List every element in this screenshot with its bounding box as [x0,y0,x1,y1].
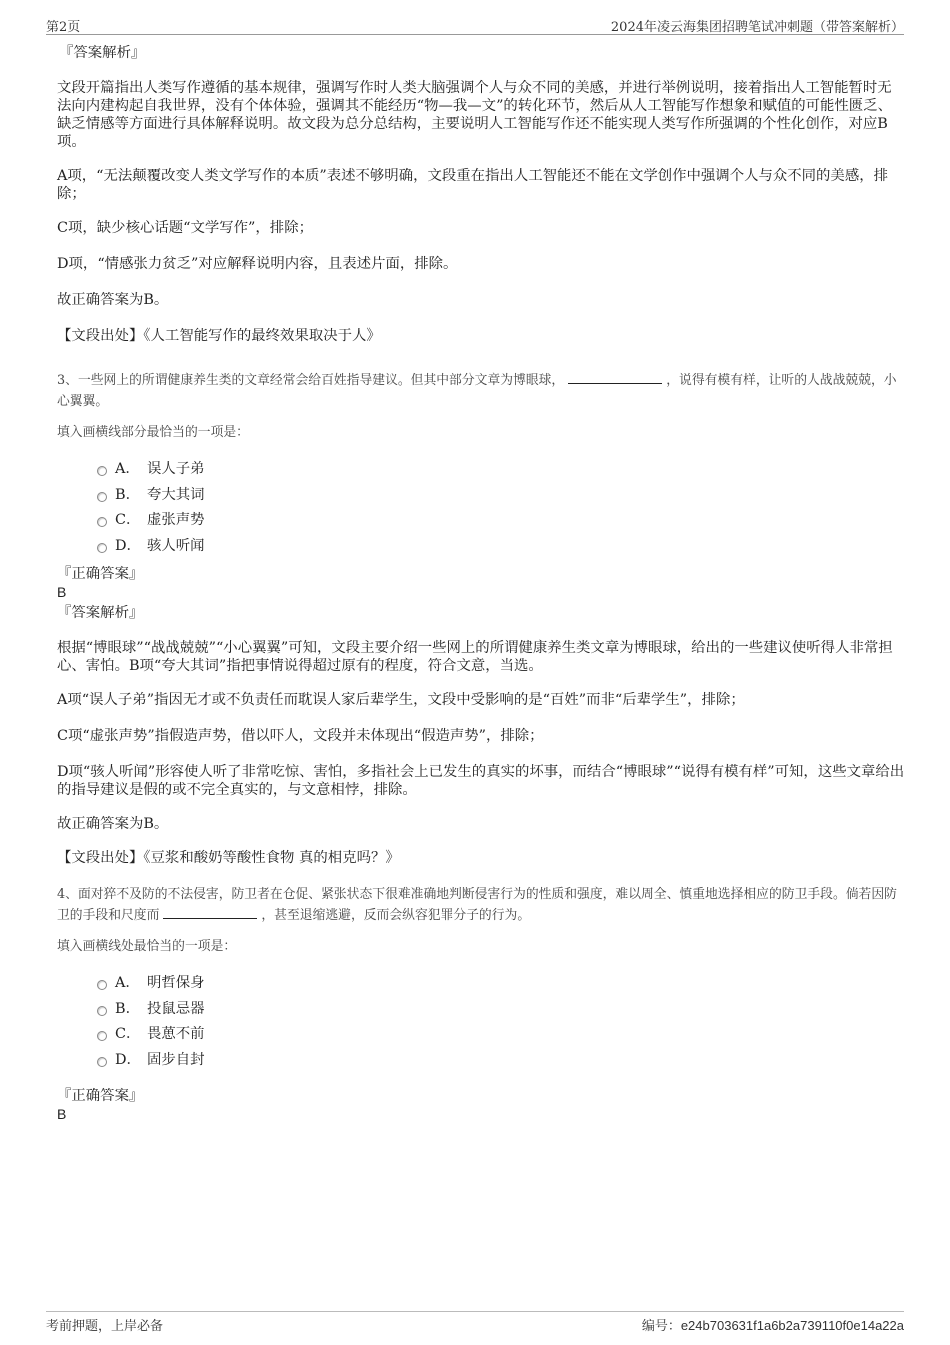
q3-blank [568,371,662,384]
radio-icon[interactable] [97,1006,107,1016]
q3-explanation-para-3: C项“虚张声势”指假造声势，借以吓人，文段并未体现出“假造声势”，排除； [57,728,544,744]
q3-stem-after: ，说得有模有样，让听的人战战兢兢，小心翼翼。 [57,373,897,409]
q3-option-b[interactable]: B． 夸大其词 [57,483,905,509]
q4-blank [163,906,257,919]
q4-stem-after: ，甚至退缩逃避，反而会纵容犯罪分子的行为。 [261,908,531,923]
q3-hint: 填入画横线部分最恰当的一项是： [57,425,249,440]
q3-explanation-para-4: D项“骇人听闻”形容使人听了非常吃惊、害怕，多指社会上已发生的真实的坏事，而结合“博眼球”“说得有模有样”可知，这些文章给出的指导建议是假的或不完全真实的，与文意相悖，排除。 [57,764,905,798]
q4-options [57,971,905,1073]
q2-explanation-para-2: A项，“无法颠覆改变人类文学写作的本质”表述不够明确，文段重在指出人工智能还不能在文学创作中强调个人与众不同的美感，排除； [57,168,888,202]
q2-explanation-para-1: 文段开篇指出人类写作遵循的基本规律，强调写作时人类大脑强调个人与众不同的美感，并进行举例说明，接着指出人工智能暂时无法向内建构起自我世界，没有个体体验，强调其不能经历“物—我—文”的转化环节，然后从人工智能写作想象和赋值的可能性匮乏、缺乏情感等方面进行具体解释说明。故文段为总分总结构，主要说明人工智能写作还不能实现人类写作所强调的个性化创作，对应B项。 [57,80,892,150]
document-code [642,1315,904,1334]
q4-stem [57,884,905,926]
q3-explanation-label: 『答案解析』 [57,605,144,621]
q4-option-b[interactable]: B． 投鼠忌器 [57,997,905,1023]
page-content [57,44,905,1123]
q4-option-a[interactable]: A． 明哲保身 [57,971,905,997]
page-header [46,14,904,35]
footer-slogan: 考前押题，上岸必备 [46,1319,164,1334]
q4-stem-before: 4、面对猝不及防的不法侵害，防卫者在仓促、紧张状态下很难准确地判断侵害行为的性质和强度，难以周全、慎重地选择相应的防卫手段。倘若因防卫的手段和尺度而 [57,887,897,923]
q2-explanation-para-4: D项，“情感张力贫乏”对应解释说明内容，且表述片面，排除。 [57,256,458,272]
q4-hint: 填入画横线处最恰当的一项是： [57,939,237,954]
q3-options [57,457,905,559]
q4-option-c[interactable]: C． 畏葸不前 [57,1022,905,1048]
q3-stem [57,370,905,412]
q3-answer: B [57,584,67,600]
q2-explanation-label: 『答案解析』 [59,45,146,61]
radio-icon[interactable] [97,543,107,553]
q3-option-c[interactable]: C． 虚张声势 [57,508,905,534]
q4-answer-label: 『正确答案』 [57,1088,144,1104]
radio-icon[interactable] [97,466,107,476]
q2-explanation-para-3: C项，缺少核心话题“文学写作”，排除； [57,220,313,236]
code-value: e24b703631f1a6b2a739110f0e14a22a [680,1318,904,1333]
document-title: 2024年凌云海集团招聘笔试冲刺题（带答案解析） [610,20,904,35]
radio-icon[interactable] [97,980,107,990]
q3-option-d[interactable]: D． 骇人听闻 [57,534,905,560]
page-footer [46,1311,904,1336]
radio-icon[interactable] [97,492,107,502]
q4-answer: B [57,1106,67,1122]
page-number: 第2页 [46,20,81,35]
q3-explanation-para-2: A项“误人子弟”指因无才或不负责任而耽误人家后辈学生，文段中受影响的是“百姓”而非“后辈学生”，排除； [57,692,745,708]
radio-icon[interactable] [97,1057,107,1067]
q3-stem-before: 3、一些网上的所谓健康养生类的文章经常会给百姓指导建议。但其中部分文章为博眼球， [57,373,565,388]
q2-source: 【文段出处】《人工智能写作的最终效果取决于人》 [57,328,381,344]
radio-icon[interactable] [97,517,107,527]
q3-option-a[interactable]: A． 误人子弟 [57,457,905,483]
q3-answer-label: 『正确答案』 [57,566,144,582]
q3-source: 【文段出处】《豆浆和酸奶等酸性食物 真的相克吗？》 [57,850,400,866]
q4-option-d[interactable]: D． 固步自封 [57,1048,905,1074]
q3-explanation-para-1: 根据“博眼球”“战战兢兢”“小心翼翼”可知，文段主要介绍一些网上的所谓健康养生类文章为博眼球，给出的一些建议使听得人非常担心、害怕。B项“夸大其词”指把事情说得超过原有的程度，符合文意，当选。 [57,640,893,674]
q3-explanation-para-5: 故正确答案为B。 [57,816,169,832]
code-label: 编号： [641,1319,681,1334]
q2-explanation-para-5: 故正确答案为B。 [57,292,169,308]
radio-icon[interactable] [97,1031,107,1041]
